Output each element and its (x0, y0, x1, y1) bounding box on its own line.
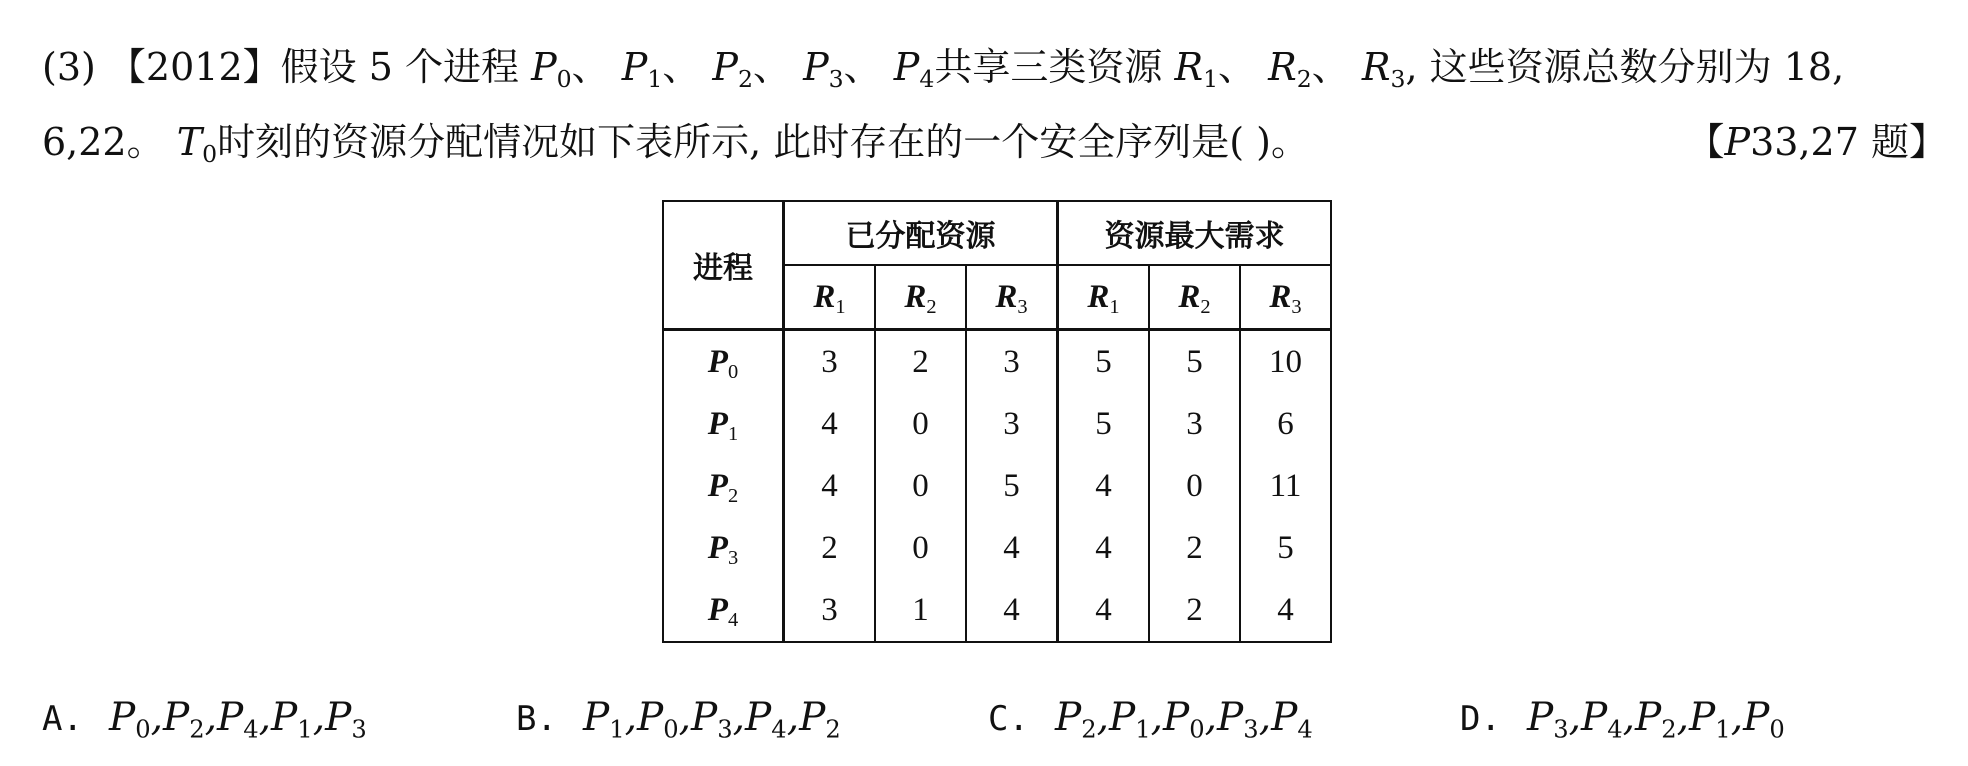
max-cell: 6 (1240, 393, 1331, 455)
table-row (663, 393, 1331, 455)
year-tag: 【2012】 (107, 45, 281, 89)
question-line-2 (42, 115, 1947, 169)
alloc-cell: 5 (966, 455, 1058, 517)
alloc-cell: 3 (966, 393, 1058, 455)
alloc-cell: 3 (784, 330, 876, 394)
alloc-cell: 4 (966, 517, 1058, 579)
resource-r3: $R_3$ (1361, 45, 1406, 94)
alloc-r3-header: $R_3$ (966, 265, 1058, 330)
answer-options (42, 690, 1942, 750)
process-p2: $P_2$ (712, 45, 753, 94)
alloc-cell: 1 (875, 579, 966, 642)
source-reference: 【P33,27 题】 (1686, 120, 1947, 164)
option-sequence: $P_2,P_1,P_0,P_3,P_4$ (1054, 695, 1313, 744)
alloc-r1-header: $R_1$ (784, 265, 876, 330)
question-intro: 假设 5 个进程 (280, 45, 519, 89)
separator: 、 (1218, 45, 1257, 89)
max-cell: 11 (1240, 455, 1331, 517)
alloc-r2-header: $R_2$ (875, 265, 966, 330)
max-demand-group-header: 资源最大需求 (1058, 201, 1332, 265)
share-text: 共享三类资源 (934, 45, 1163, 89)
separator: 、 (843, 45, 882, 89)
max-cell: 5 (1058, 393, 1150, 455)
option-b[interactable] (516, 690, 841, 746)
process-p3: $P_3$ (803, 45, 844, 94)
option-c[interactable] (988, 690, 1313, 746)
option-letter: B. (516, 699, 557, 739)
option-sequence: $P_0,P_2,P_4,P_1,P_3$ (108, 695, 367, 744)
alloc-cell: 0 (875, 455, 966, 517)
option-sequence: $P_3,P_4,P_2,P_1,P_0$ (1526, 695, 1785, 744)
max-cell: 4 (1058, 517, 1150, 579)
resource-allocation-table (662, 200, 1332, 643)
alloc-cell: 2 (875, 330, 966, 394)
resource-r2: $R_2$ (1268, 45, 1312, 94)
process-cell: $P_4$ (663, 579, 784, 642)
max-cell: 5 (1149, 330, 1240, 394)
alloc-cell: 3 (784, 579, 876, 642)
table-row (663, 455, 1331, 517)
max-cell: 4 (1240, 579, 1331, 642)
max-cell: 2 (1149, 579, 1240, 642)
alloc-cell: 3 (966, 330, 1058, 394)
separator: 、 (571, 45, 610, 89)
max-cell: 3 (1149, 393, 1240, 455)
time-t0: $T_0$ (176, 120, 218, 169)
max-r1-header: $R_1$ (1058, 265, 1150, 330)
max-cell: 4 (1058, 579, 1150, 642)
max-cell: 4 (1058, 455, 1150, 517)
max-r2-header: $R_2$ (1149, 265, 1240, 330)
totals-text: , 这些资源总数分别为 18, (1405, 45, 1845, 89)
option-sequence: $P_1,P_0,P_3,P_4,P_2$ (582, 695, 841, 744)
process-p4: $P_4$ (893, 45, 935, 94)
allocated-group-header: 已分配资源 (784, 201, 1058, 265)
option-letter: A. (42, 699, 83, 739)
alloc-cell: 0 (875, 517, 966, 579)
question-text: 时刻的资源分配情况如下表所示, 此时存在的一个安全序列是( )。 (217, 120, 1309, 164)
process-p0: $P_0$ (531, 45, 572, 94)
max-cell: 5 (1058, 330, 1150, 394)
resource-table-container (662, 200, 1332, 643)
option-d[interactable] (1460, 690, 1785, 746)
alloc-cell: 2 (784, 517, 876, 579)
max-cell: 0 (1149, 455, 1240, 517)
table-row (663, 330, 1331, 394)
alloc-cell: 4 (966, 579, 1058, 642)
alloc-cell: 4 (784, 455, 876, 517)
option-a[interactable] (42, 690, 367, 746)
process-cell: $P_3$ (663, 517, 784, 579)
max-cell: 2 (1149, 517, 1240, 579)
question-number: (3) (42, 45, 96, 89)
max-cell: 5 (1240, 517, 1331, 579)
separator: 、 (1311, 45, 1350, 89)
option-letter: C. (988, 699, 1029, 739)
process-cell: $P_2$ (663, 455, 784, 517)
process-cell: $P_1$ (663, 393, 784, 455)
question-line-1 (42, 40, 1844, 94)
max-cell: 10 (1240, 330, 1331, 394)
resource-r1: $R_1$ (1174, 45, 1219, 94)
max-r3-header: $R_3$ (1240, 265, 1331, 330)
alloc-cell: 4 (784, 393, 876, 455)
process-column-header: 进程 (663, 201, 784, 330)
separator: 、 (662, 45, 701, 89)
alloc-cell: 0 (875, 393, 966, 455)
separator: 、 (752, 45, 791, 89)
table-row (663, 517, 1331, 579)
totals-continued: 6,22。 (42, 120, 165, 164)
option-letter: D. (1460, 699, 1501, 739)
table-row (663, 579, 1331, 642)
process-p1: $P_1$ (621, 45, 663, 94)
process-cell: $P_0$ (663, 330, 784, 394)
